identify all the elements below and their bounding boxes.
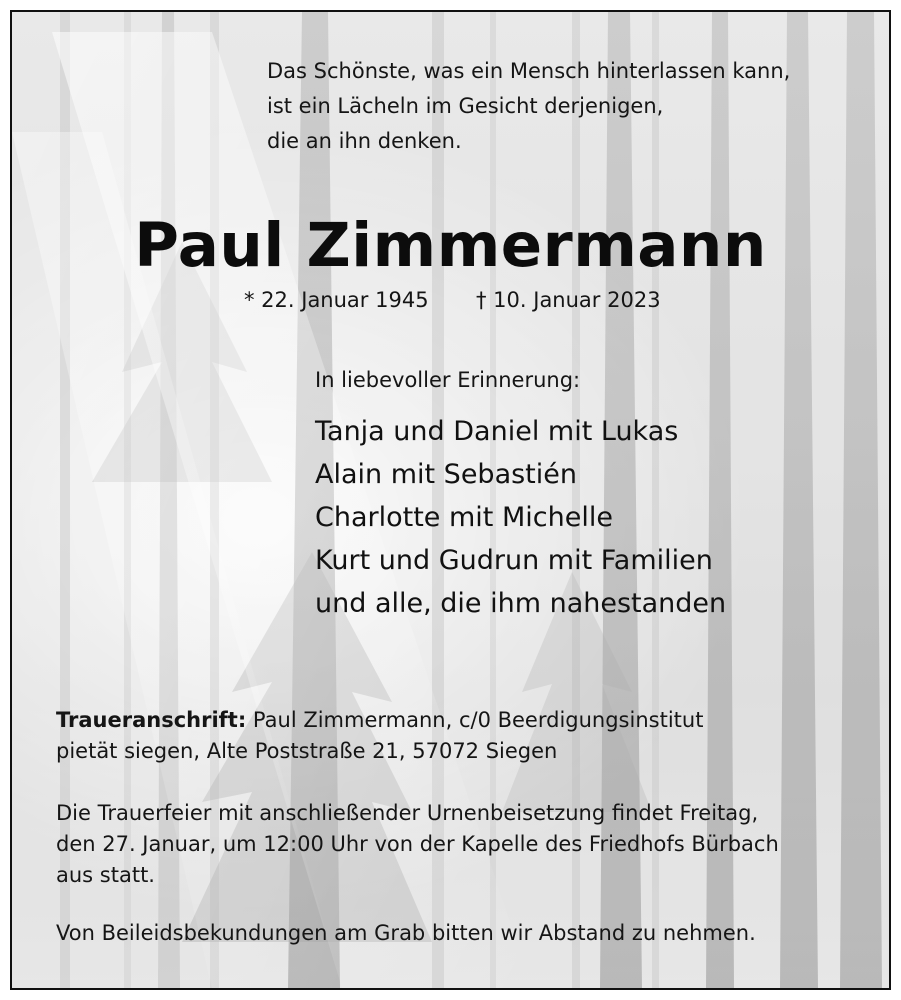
obituary-card bbox=[10, 10, 891, 990]
mourner-entry: und alle, die ihm nahestanden bbox=[315, 588, 727, 619]
address-line: Paul Zimmermann, c/0 Beerdigungsinstitut bbox=[246, 708, 704, 732]
mourning-address bbox=[56, 705, 866, 767]
memorial-quote bbox=[267, 54, 867, 159]
ceremony-line: den 27. Januar, um 12:00 Uhr von der Kapelle des Friedhofs Bürbach bbox=[56, 832, 779, 856]
mourner-entry: Alain mit Sebastién bbox=[315, 459, 577, 490]
address-line: pietät siegen, Alte Poststraße 21, 57072 Siegen bbox=[56, 739, 558, 763]
mourner-entry: Charlotte mit Michelle bbox=[315, 502, 613, 533]
ceremony-line: Die Trauerfeier mit anschließender Urnenbeisetzung findet Freitag, bbox=[56, 801, 759, 825]
mourner-entry: Kurt und Gudrun mit Familien bbox=[315, 545, 713, 576]
death-date: † 10. Januar 2023 bbox=[476, 288, 661, 312]
birth-date: * 22. Januar 1945 bbox=[244, 288, 429, 312]
memory-intro: In liebevoller Erinnerung: bbox=[315, 368, 581, 392]
ceremony-line: aus statt. bbox=[56, 863, 155, 887]
condolence-request: Von Beileidsbekundungen am Grab bitten wir Abstand zu nehmen. bbox=[56, 921, 756, 945]
quote-line: Das Schönste, was ein Mensch hinterlassen kann, bbox=[267, 59, 791, 83]
life-dates bbox=[244, 288, 704, 312]
mourners-list bbox=[315, 410, 726, 625]
quote-line: ist ein Lächeln im Gesicht derjenigen, bbox=[267, 94, 664, 118]
mourner-entry: Tanja und Daniel mit Lukas bbox=[315, 416, 679, 447]
deceased-name: Paul Zimmermann bbox=[134, 210, 767, 281]
address-label: Traueranschrift: bbox=[56, 708, 247, 732]
ceremony-info bbox=[56, 798, 866, 891]
quote-line: die an ihn denken. bbox=[267, 129, 462, 153]
